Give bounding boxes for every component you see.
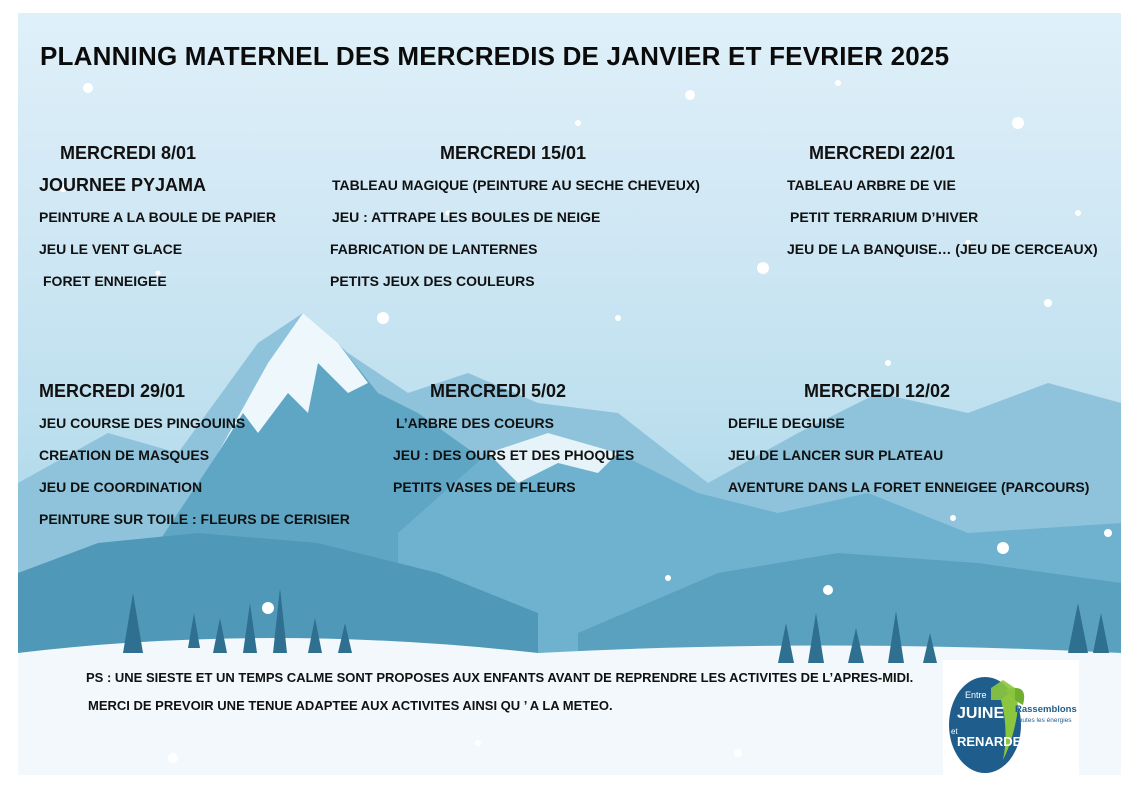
clothing-note: MERCI DE PREVOIR UNE TENUE ADAPTEE AUX ACTIVITES AINSI QU ’ A LA METEO. (88, 698, 613, 713)
activity-item: JEU DE LANCER SUR PLATEAU (728, 447, 944, 463)
activity-item: TABLEAU ARBRE DE VIE (787, 177, 956, 193)
activity-item: PEINTURE A LA BOULE DE PAPIER (39, 209, 276, 225)
entre-juine-et-renarde-logo (943, 660, 1079, 775)
day-card-15-01 (330, 143, 700, 302)
activity-item: JEU : DES OURS ET DES PHOQUES (393, 447, 635, 463)
logo-tagline: Rassemblons (1015, 704, 1077, 715)
day-card-12-02 (728, 381, 1089, 508)
day-heading: MERCREDI 15/01 (440, 143, 587, 163)
activity-item: TABLEAU MAGIQUE (PEINTURE AU SECHE CHEVEUX) (332, 177, 700, 193)
activity-item: FABRICATION DE LANTERNES (330, 241, 538, 257)
activity-item: PETITS JEUX DES COULEURS (330, 273, 535, 289)
activity-item: L’ARBRE DES COEURS (396, 415, 554, 431)
poster (18, 13, 1121, 775)
activity-item: JEU DE COORDINATION (39, 479, 203, 495)
day-card-29-01 (39, 381, 350, 540)
activity-item: AVENTURE DANS LA FORET ENNEIGEE (PARCOURS) (728, 479, 1090, 495)
activity-item: PETITS VASES DE FLEURS (393, 479, 576, 495)
day-heading: MERCREDI 5/02 (430, 381, 567, 401)
activity-item: PETIT TERRARIUM D’HIVER (790, 209, 979, 225)
logo-text-juine: JUINE (957, 705, 1005, 722)
page-title: PLANNING MATERNEL DES MERCREDIS DE JANVIER ET FEVRIER 2025 (40, 41, 950, 71)
activity-item: JEU : ATTRAPE LES BOULES DE NEIGE (332, 209, 601, 225)
logo-subtagline: toutes les énergies (1017, 717, 1072, 724)
activity-item: JEU DE LA BANQUISE… (JEU DE CERCEAUX) (787, 241, 1098, 257)
day-heading: MERCREDI 22/01 (809, 143, 956, 163)
day-heading: MERCREDI 12/02 (804, 381, 951, 401)
nap-note: PS : UNE SIESTE ET UN TEMPS CALME SONT PROPOSES AUX ENFANTS AVANT DE REPRENDRE LES ACTIVITES DE L’APRES-MIDI. (86, 670, 914, 685)
day-card-5-02 (393, 381, 634, 508)
activity-item: FORET ENNEIGEE (43, 273, 167, 289)
activity-item: JEU LE VENT GLACE (39, 241, 183, 257)
activity-item: PEINTURE SUR TOILE : FLEURS DE CERISIER (39, 511, 350, 527)
activity-item: JEU COURSE DES PINGOUINS (39, 415, 246, 431)
footer-notes (86, 668, 913, 724)
day-card-8-01 (39, 143, 276, 302)
activity-item: JOURNEE PYJAMA (39, 175, 207, 195)
day-heading: MERCREDI 29/01 (39, 381, 186, 401)
logo-text-renarde: RENARDE (957, 734, 1022, 749)
logo-text-et: et (951, 727, 958, 736)
day-heading: MERCREDI 8/01 (60, 143, 197, 163)
logo-text-entre: Entre (965, 690, 987, 700)
activity-item: CREATION DE MASQUES (39, 447, 210, 463)
day-card-22-01 (787, 143, 1098, 270)
activity-item: DEFILE DEGUISE (728, 415, 845, 431)
